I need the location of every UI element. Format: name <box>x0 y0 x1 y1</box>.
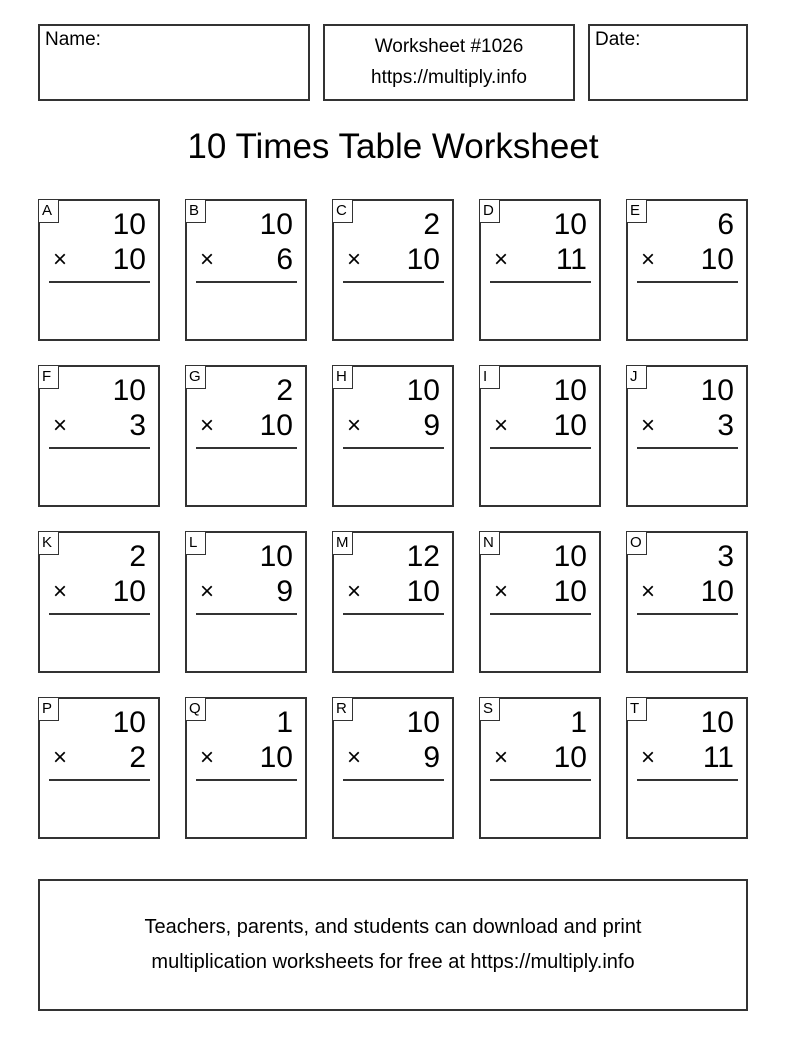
answer-line <box>637 447 738 449</box>
answer-line <box>343 447 444 449</box>
multiplier: 10 <box>259 741 293 774</box>
problem-letter: E <box>626 199 647 223</box>
answer-line <box>196 779 297 781</box>
multiplier: 11 <box>555 243 587 276</box>
times-sign: × <box>200 412 215 439</box>
times-sign: × <box>200 744 215 771</box>
multiplier: 2 <box>129 741 146 774</box>
answer-line <box>637 281 738 283</box>
problem-card[interactable] <box>626 697 748 839</box>
multiplicand: 10 <box>553 374 587 407</box>
problem-letter: I <box>479 365 500 389</box>
times-sign: × <box>347 744 362 771</box>
footer-text-line-1: Teachers, parents, and students can download and print <box>144 916 642 938</box>
answer-line <box>343 613 444 615</box>
problem-card[interactable] <box>479 697 601 839</box>
problem-card[interactable] <box>38 365 160 507</box>
times-sign: × <box>53 412 68 439</box>
footer-text-line-2: multiplication worksheets for free at https://multiply.info <box>151 951 635 973</box>
date-field-box[interactable] <box>588 24 748 101</box>
multiplicand: 6 <box>717 208 734 241</box>
times-sign: × <box>494 412 509 439</box>
problem-letter: N <box>479 531 500 555</box>
multiplier: 10 <box>553 575 587 608</box>
times-sign: × <box>200 578 215 605</box>
multiplicand: 10 <box>406 374 440 407</box>
times-sign: × <box>494 744 509 771</box>
problem-card[interactable] <box>626 531 748 673</box>
problem-letter: M <box>332 531 353 555</box>
problem-card[interactable] <box>38 199 160 341</box>
problem-letter: H <box>332 365 353 389</box>
worksheet-number: Worksheet #1026 <box>374 36 524 57</box>
answer-line <box>343 779 444 781</box>
problem-letter: C <box>332 199 353 223</box>
problem-card[interactable] <box>38 531 160 673</box>
answer-line <box>343 281 444 283</box>
multiplier: 10 <box>112 243 146 276</box>
answer-line <box>490 613 591 615</box>
answer-line <box>490 281 591 283</box>
multiplicand: 10 <box>112 208 146 241</box>
multiplier: 10 <box>700 575 734 608</box>
problem-letter: P <box>38 697 59 721</box>
problem-card[interactable] <box>332 531 454 673</box>
multiplier: 10 <box>553 741 587 774</box>
problem-letter: R <box>332 697 353 721</box>
answer-line <box>49 613 150 615</box>
problem-card[interactable] <box>626 199 748 341</box>
problem-card[interactable] <box>479 365 601 507</box>
multiplier: 10 <box>112 575 146 608</box>
problem-letter: T <box>626 697 647 721</box>
problem-card[interactable] <box>185 531 307 673</box>
multiplicand: 1 <box>570 706 587 739</box>
problem-letter: L <box>185 531 206 555</box>
problem-letter: G <box>185 365 206 389</box>
multiplicand: 3 <box>717 540 734 573</box>
problem-letter: Q <box>185 697 206 721</box>
problem-card[interactable] <box>38 697 160 839</box>
problem-card[interactable] <box>626 365 748 507</box>
problem-card[interactable] <box>479 531 601 673</box>
problem-card[interactable] <box>185 199 307 341</box>
multiplier: 11 <box>702 741 734 774</box>
name-field-box[interactable] <box>38 24 310 101</box>
multiplicand: 10 <box>406 706 440 739</box>
problem-letter: F <box>38 365 59 389</box>
problem-letter: B <box>185 199 206 223</box>
times-sign: × <box>200 246 215 273</box>
worksheet-url: https://multiply.info <box>371 67 527 88</box>
multiplicand: 10 <box>700 374 734 407</box>
problem-card[interactable] <box>332 199 454 341</box>
answer-line <box>196 447 297 449</box>
times-sign: × <box>347 578 362 605</box>
problem-letter: J <box>626 365 647 389</box>
multiplier: 10 <box>259 409 293 442</box>
problem-card[interactable] <box>332 365 454 507</box>
times-sign: × <box>494 246 509 273</box>
answer-line <box>49 447 150 449</box>
times-sign: × <box>641 412 656 439</box>
multiplicand: 10 <box>112 374 146 407</box>
multiplier: 9 <box>423 741 440 774</box>
problem-grid <box>38 199 750 843</box>
multiplicand: 1 <box>276 706 293 739</box>
answer-line <box>196 281 297 283</box>
times-sign: × <box>53 246 68 273</box>
multiplicand: 10 <box>700 706 734 739</box>
multiplicand: 10 <box>259 540 293 573</box>
multiplicand: 12 <box>406 540 440 573</box>
times-sign: × <box>641 744 656 771</box>
footer-box <box>38 879 748 1011</box>
multiplier: 3 <box>717 409 734 442</box>
answer-line <box>49 281 150 283</box>
problem-letter: A <box>38 199 59 223</box>
answer-line <box>637 613 738 615</box>
multiplicand: 10 <box>553 540 587 573</box>
answer-line <box>490 779 591 781</box>
multiplier: 3 <box>129 409 146 442</box>
answer-line <box>490 447 591 449</box>
answer-line <box>49 779 150 781</box>
multiplier: 10 <box>406 575 440 608</box>
multiplier: 9 <box>423 409 440 442</box>
times-sign: × <box>641 578 656 605</box>
problem-letter: O <box>626 531 647 555</box>
answer-line <box>196 613 297 615</box>
page-title: 10 Times Table Worksheet <box>187 127 599 166</box>
multiplier: 10 <box>700 243 734 276</box>
problem-card[interactable] <box>185 697 307 839</box>
times-sign: × <box>494 578 509 605</box>
times-sign: × <box>641 246 656 273</box>
name-label: Name: <box>45 29 101 50</box>
times-sign: × <box>53 578 68 605</box>
date-label: Date: <box>595 29 641 50</box>
times-sign: × <box>53 744 68 771</box>
problem-letter: D <box>479 199 500 223</box>
multiplicand: 10 <box>259 208 293 241</box>
problem-letter: S <box>479 697 500 721</box>
multiplier: 6 <box>276 243 293 276</box>
multiplicand: 2 <box>423 208 440 241</box>
times-sign: × <box>347 246 362 273</box>
multiplier: 9 <box>276 575 293 608</box>
problem-letter: K <box>38 531 59 555</box>
answer-line <box>637 779 738 781</box>
multiplier: 10 <box>553 409 587 442</box>
problem-card[interactable] <box>332 697 454 839</box>
problem-card[interactable] <box>479 199 601 341</box>
multiplicand: 2 <box>129 540 146 573</box>
times-sign: × <box>347 412 362 439</box>
multiplicand: 10 <box>553 208 587 241</box>
problem-card[interactable] <box>185 365 307 507</box>
worksheet-info-box <box>323 24 575 101</box>
multiplier: 10 <box>406 243 440 276</box>
multiplicand: 10 <box>112 706 146 739</box>
multiplicand: 2 <box>276 374 293 407</box>
